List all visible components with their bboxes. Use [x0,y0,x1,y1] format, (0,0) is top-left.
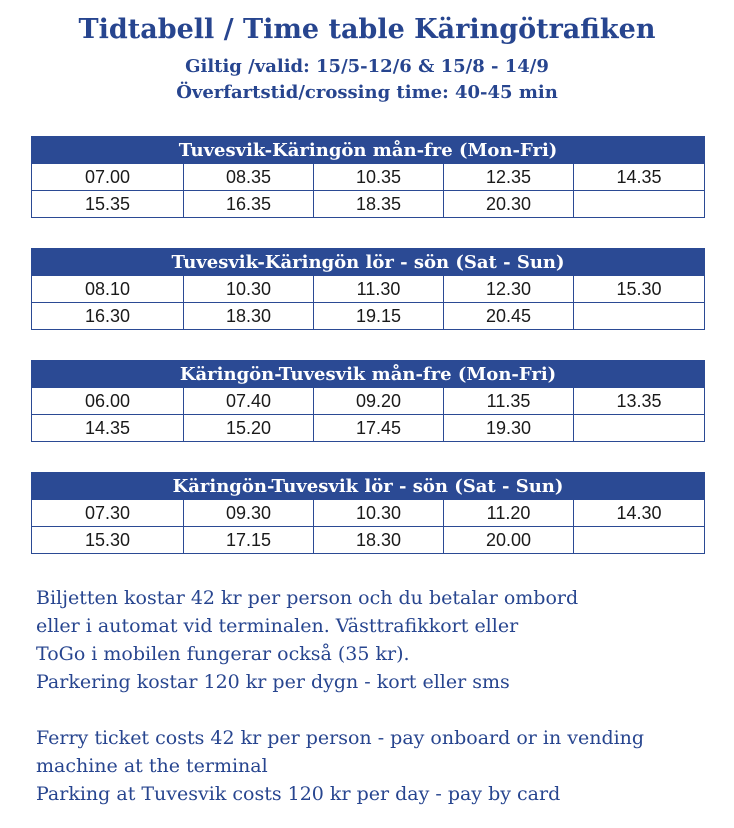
timetable-title: Tuvesvik-Käringön lör - sön (Sat - Sun) [32,249,705,276]
departure-time: 18.30 [314,527,444,554]
departure-time: 08.35 [184,164,314,191]
page-title: Tidtabell / Time table Käringötrafiken [78,14,656,45]
timetable-karingon-tuvesvik-weekend [31,472,705,554]
info-line: Ferry ticket costs 42 kr per person - pay onboard or in vending [36,727,645,749]
info-line: eller i automat vid terminalen. Västtrafikkort eller [36,615,519,637]
departure-time: 12.35 [444,164,574,191]
departure-time: 19.30 [444,415,574,442]
departure-time: 16.30 [32,303,184,330]
departure-time: 14.35 [32,415,184,442]
departure-time [574,415,705,442]
departure-time: 11.20 [444,500,574,527]
departure-time [574,527,705,554]
table-row [32,276,705,303]
departure-time: 20.00 [444,527,574,554]
info-line: ToGo i mobilen fungerar också (35 kr). [36,643,410,665]
departure-time: 15.30 [574,276,705,303]
timetable-tuvesvik-karingon-weekday [31,136,705,218]
departure-time: 09.30 [184,500,314,527]
departure-time: 07.30 [32,500,184,527]
departure-time: 11.30 [314,276,444,303]
departure-time: 13.35 [574,388,705,415]
timetable-title: Tuvesvik-Käringön mån-fre (Mon-Fri) [32,137,705,164]
table-row [32,500,705,527]
info-swedish [36,584,578,696]
valid-dates: Giltig /valid: 15/5-12/6 & 15/8 - 14/9 [185,56,549,77]
table-row [32,191,705,218]
departure-time: 07.00 [32,164,184,191]
departure-time: 09.20 [314,388,444,415]
departure-time: 08.10 [32,276,184,303]
timetable-tuvesvik-karingon-weekend [31,248,705,330]
timetable-karingon-tuvesvik-weekday [31,360,705,442]
info-line: Parking at Tuvesvik costs 120 kr per day - pay by card [36,783,561,805]
info-line: Biljetten kostar 42 kr per person och du betalar ombord [36,587,579,609]
info-english [36,724,644,808]
departure-time: 20.30 [444,191,574,218]
departure-time: 10.30 [314,500,444,527]
departure-time: 07.40 [184,388,314,415]
departure-time: 14.30 [574,500,705,527]
departure-time: 20.45 [444,303,574,330]
info-line: Parkering kostar 120 kr per dygn - kort eller sms [36,671,510,693]
departure-time: 14.35 [574,164,705,191]
departure-time: 18.30 [184,303,314,330]
timetable-title: Käringön-Tuvesvik lör - sön (Sat - Sun) [32,473,705,500]
departure-time: 17.15 [184,527,314,554]
table-row [32,164,705,191]
departure-time: 06.00 [32,388,184,415]
departure-time: 12.30 [444,276,574,303]
departure-time [574,191,705,218]
table-row [32,415,705,442]
departure-time [574,303,705,330]
table-row [32,388,705,415]
departure-time: 15.35 [32,191,184,218]
departure-time: 11.35 [444,388,574,415]
departure-time: 10.35 [314,164,444,191]
info-line: machine at the terminal [36,755,268,777]
departure-time: 17.45 [314,415,444,442]
departure-time: 19.15 [314,303,444,330]
departure-time: 15.20 [184,415,314,442]
departure-time: 10.30 [184,276,314,303]
table-row [32,527,705,554]
departure-time: 18.35 [314,191,444,218]
table-row [32,303,705,330]
departure-time: 16.35 [184,191,314,218]
departure-time: 15.30 [32,527,184,554]
timetable-title: Käringön-Tuvesvik mån-fre (Mon-Fri) [32,361,705,388]
crossing-time: Överfartstid/crossing time: 40-45 min [176,82,558,103]
